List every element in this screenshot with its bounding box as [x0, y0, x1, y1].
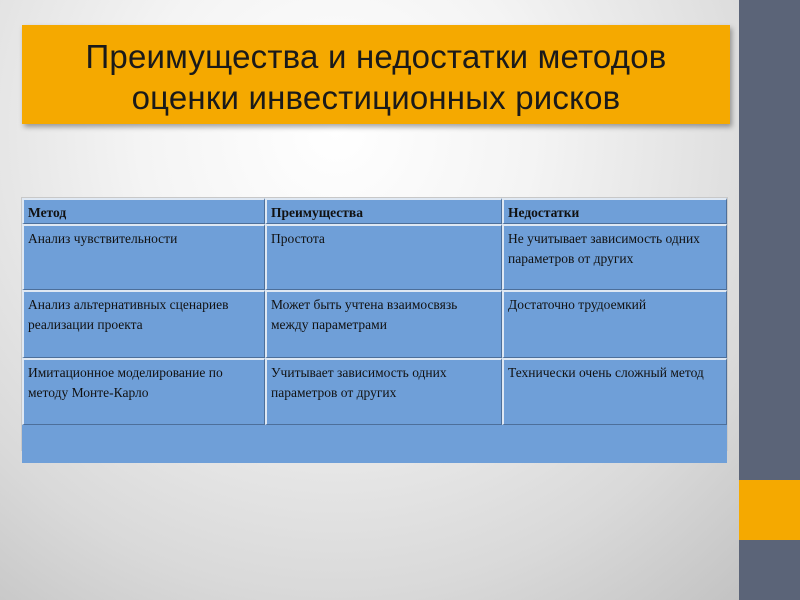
cell-advantage: Может быть учтена взаимосвязь между параметрами: [265, 290, 502, 358]
cell-disadvantage: Технически очень сложный метод: [502, 358, 727, 425]
header-method: Метод: [22, 198, 265, 224]
comparison-table-container: [21, 197, 728, 451]
comparison-table: [22, 198, 727, 463]
table-header-row: [22, 198, 727, 224]
cell-advantage: Простота: [265, 224, 502, 290]
title-banner: [22, 25, 730, 124]
cell-advantage: Учитывает зависимость одних параметров от других: [265, 358, 502, 425]
cell-method: Имитационное моделирование по методу Монте-Карло: [22, 358, 265, 425]
side-accent-block: [739, 480, 800, 540]
cell-disadvantage: Не учитывает зависимость одних параметров от других: [502, 224, 727, 290]
table-empty-row: [22, 425, 727, 463]
table-row: [22, 358, 727, 425]
header-advantages: Преимущества: [265, 198, 502, 224]
empty-cell: [22, 425, 727, 463]
table-row: [22, 224, 727, 290]
cell-disadvantage: Достаточно трудоемкий: [502, 290, 727, 358]
table-row: [22, 290, 727, 358]
cell-method: Анализ чувствительности: [22, 224, 265, 290]
slide-title: Преимущества и недостатки методов оценки инвестиционных рисков: [85, 37, 667, 116]
header-disadvantages: Недостатки: [502, 198, 727, 224]
cell-method: Анализ альтернативных сценариев реализации проекта: [22, 290, 265, 358]
